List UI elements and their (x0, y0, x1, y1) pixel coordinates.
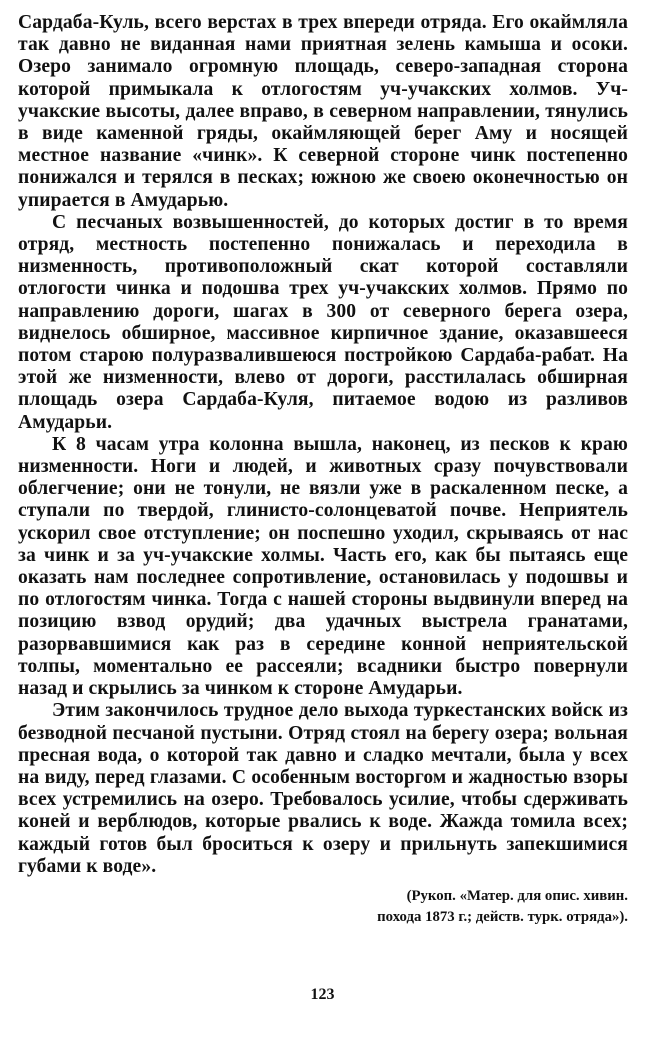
paragraph-3: К 8 часам утра колонна вышла, наконец, из песков к краю низменности. Ноги и людей, и животных сразу почувствовали облегчение; они не тонули, не вязли уже в раскаленном песке, а ступали по твердой, глинисто-солонцеватой почве. Неприятель ускорил свое отступление; он поспешно уходил, скрываясь от нас за чинк и за уч-учакские холмы. Часть его, как бы пытаясь еще оказать нам последнее сопротивление, остановилась у подошвы и по отлогостям чинка. Тогда с нашей стороны выдвинули вперед на позицию взвод орудий; два удачных выстрела гранатами, разорвавшимися как раз в середине конной неприятельской толпы, моментально ее рассеяли; всадники быстро повернули назад и скрылись за чинком к стороне Амударьи. (18, 433, 628, 700)
paragraph-1: Сардаба-Куль, всего верстах в трех впереди отряда. Его окаймляла так давно не виданная нами приятная зелень камыша и осоки. Озеро занимало огромную площадь, северо-западная сторона которой примыкала к отлогостям уч-учакских холмов. Уч-учакские высоты, далее вправо, в северном направлении, тянулись в виде каменной гряды, окаймляющей берег Аму и носящей местное название «чинк». К северной стороне чинк постепенно понижался и терялся в песках; южною же своею оконечностью он упирается в Амударью. (18, 12, 628, 211)
source-citation (18, 886, 628, 928)
page (18, 12, 628, 928)
paragraph-2: С песчаных возвышенностей, до которых достиг в то время отряд, местность постепенно понижалась и переходила в низменность, противоположный скат которой составляли отлогости чинка и подошва трех уч-учакских холмов. Прямо по направлению дороги, шагах в 300 от северного берега озера, виднелось обширное, массивное кирпичное здание, оказавшееся потом старою полуразвалившеюся постройкою Сардаба-рабат. На этой же низменности, влево от дороги, расстилалась обширная площадь озера Сардаба-Куля, питаемое водою из разливов Амударьи. (18, 211, 628, 433)
paragraph-4: Этим закончилось трудное дело выхода туркестанских войск из безводной песчаной пустыни. Отряд стоял на берегу озера; вольная пресная вода, о которой так давно и сладко мечтали, была у всех на виду, перед глазами. С особенным восторгом и жадностью взоры всех устремились на озеро. Требовалось усилие, чтобы сдерживать коней и верблюдов, которые рвались к воде. Жажда томила всех; каждый готов был броситься к озеру и прильнуть запекшимися губами к воде». (18, 700, 628, 877)
source-citation-line-1: (Рукоп. «Матер. для опис. хивин. (406, 887, 628, 904)
page-number: 123 (310, 986, 335, 1003)
source-citation-line-2: похода 1873 г.; действ. турк. отряда»). (377, 908, 628, 925)
body-text (18, 12, 628, 878)
